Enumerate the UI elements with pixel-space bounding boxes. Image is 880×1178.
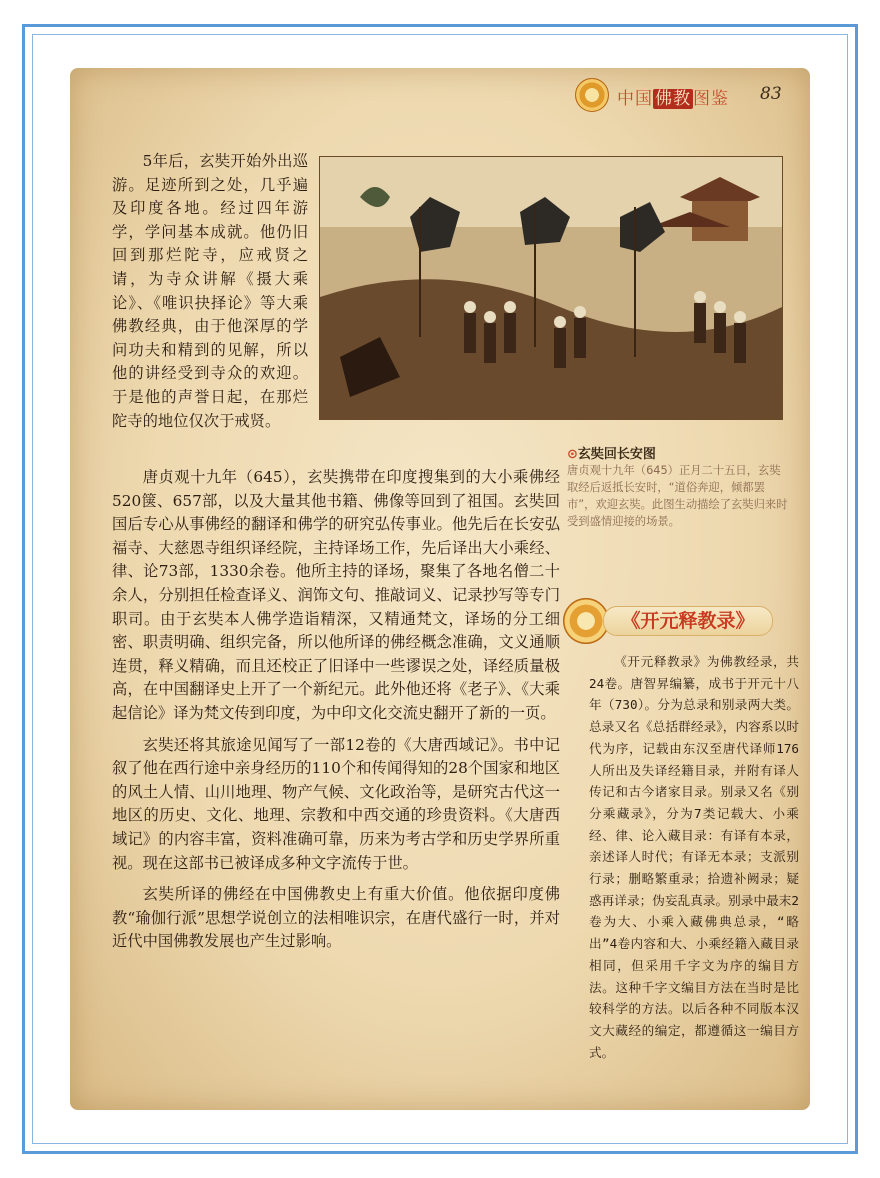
painting-illustration (320, 157, 782, 419)
page-paper (70, 68, 810, 1110)
caption-marker-icon: ⊙ (567, 447, 578, 462)
book-title: 中国 佛教 图鉴 (617, 89, 729, 109)
dharma-wheel-logo-icon (575, 78, 609, 112)
paragraph-legacy: 玄奘所译的佛经在中国佛教史上有重大价值。他依据印度佛教“瑜伽行派”思想学说创立的法相唯识宗，在唐代盛行一时，并对近代中国佛教发展也产生过影响。 (112, 885, 560, 951)
intro-paragraph: 5年后，玄奘开始外出巡游。足迹所到之处，几乎遍及印度各地。经过四年游学，学问基本成就。他仍旧回到那烂陀寺，应戒贤之请，为寺众讲解《摄大乘论》、《唯识抉择论》等大乘佛教经典，由于他深厚的学问功夫和精到的见解，所以他的讲经受到寺众的欢迎。于是他的声誉日起，在那烂陀寺的地位仅次于戒贤。 (112, 152, 308, 430)
book-title-highlight: 佛教 (655, 89, 691, 109)
sidebar-heading (563, 598, 795, 642)
sidebar-title: 《开元释教录》 (603, 606, 773, 636)
main-body-text (112, 466, 560, 954)
page-number: 83 (760, 84, 782, 104)
figure-caption-body: 唐贞观十九年（645）正月二十五日，玄奘取经后返抵长安时，“道俗奔迎，倾都罢市”，欢迎玄奘。此图生动描绘了玄奘归来时受到盛情迎接的场景。 (567, 464, 788, 528)
painting-xuanzang-return (319, 156, 783, 420)
sidebar-text: 《开元释教录》为佛教经录，共24卷。唐智昇编纂，成书于开元十八年（730）。分为总录和别录两大类。总录又名《总括群经录》，内容系以时代为序，记载由东汉至唐代译师176人所出及失译经籍目录，并附有译人传记和古今诸家目录。别录又名《别分乘藏录》，分为7类记载大、小乘经、律、论入藏目录：有译有本录，亲述译人时代；有译无本录；支派别行录；删略繁重录；拾遗补阙录；疑惑再详录；伪妄乱真录。别录中最末2卷为大、小乘入藏佛典总录，“略出”4卷内容和大、小乘经籍入藏目录相同，但采用千字文为序的编目方法。这种千字文编目方法在当时是比较科学的方法。以后各种不同版本汉文大藏经的编定，都遵循这一编目方式。 (589, 654, 799, 1060)
page-header (575, 76, 805, 112)
paragraph-xiyuji: 玄奘还将其旅途见闻写了一部12卷的《大唐西域记》。书中记叙了他在西行途中亲身经历的110个和传闻得知的28个国家和地区的风土人情、山川地理、物产气候、文化政治等，是研究古代这一地区的历史、文化、地理、宗教和中西交通的珍贵资料。《大唐西域记》的内容丰富，资料准确可靠，历来为考古学和历史学界所重视。现在这部书已被译成多种文字流传于世。 (112, 735, 560, 872)
paragraph-translation: 唐贞观十九年（645），玄奘携带在印度搜集到的大小乘佛经520箧、657部，以及大量其他书籍、佛像等回到了祖国。玄奘回国后专心从事佛经的翻译和佛学的研究弘传事业。他先后在长安弘福寺、大慈恩寺组织译经院，主持译场工作，先后译出大小乘经、律、论73部，1330余卷。他所主持的译场，聚集了各地名僧二十余人，分别担任检查译义、润饰文句、推敲词义、记录抄写等专门职司。由于玄奘本人佛学造诣精深，又精通梵文，译场的分工细密、职责明确、组织完备，所以他所译的佛经概念准确，文义通顺连贯，释义精确，而且还校正了旧译中一些谬误之处，译经质量极高，在中国翻译史上开了一个新纪元。此外他还将《老子》、《大乘起信论》译为梵文传到印度，为中印文化交流史翻开了新的一页。 (112, 468, 560, 722)
figure-caption-title: ⊙玄奘回长安图 (567, 447, 656, 462)
